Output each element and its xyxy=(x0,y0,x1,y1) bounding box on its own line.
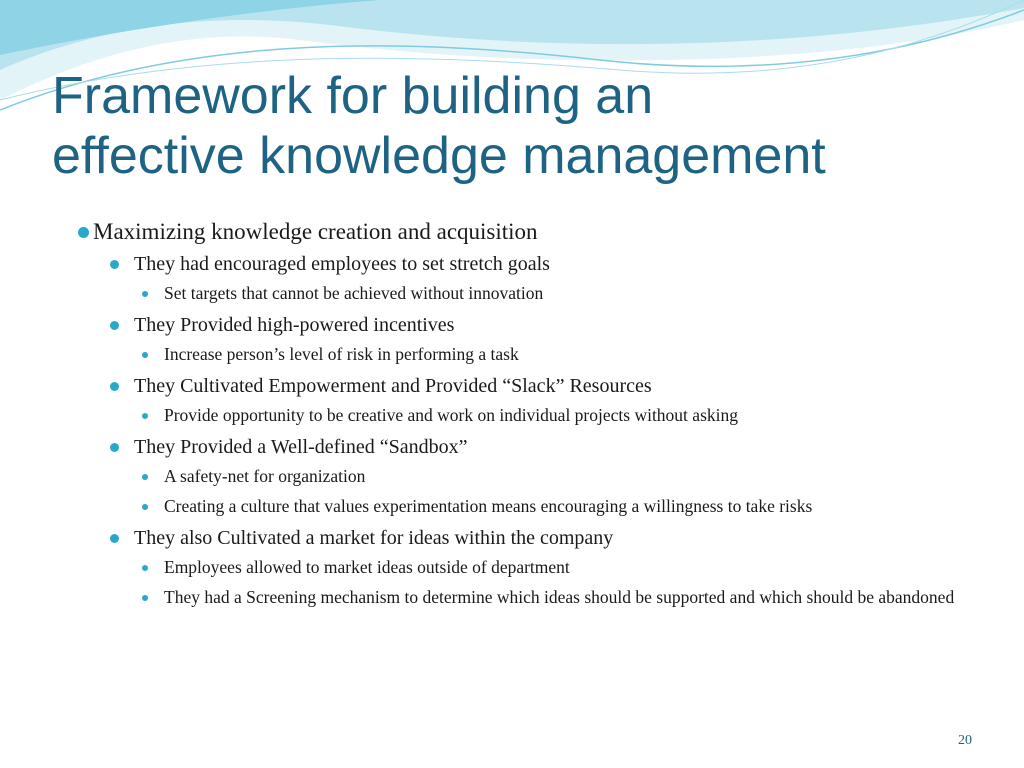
bullet-dot-icon xyxy=(110,260,119,269)
bullet-dot-icon xyxy=(142,413,148,419)
slide-title xyxy=(52,66,992,186)
bullet-text: Increase person’s level of risk in performing a task xyxy=(164,344,519,364)
bullet-item xyxy=(0,466,1024,487)
bullet-text: They Cultivated Empowerment and Provided “Slack” Resources xyxy=(134,375,652,397)
bullet-text: They Provided high-powered incentives xyxy=(134,314,455,336)
bullet-text: Provide opportunity to be creative and work on individual projects without asking xyxy=(164,405,738,425)
page-number: 20 xyxy=(958,733,972,748)
bullet-text: Maximizing knowledge creation and acquisition xyxy=(93,219,538,244)
bullet-dot-icon xyxy=(142,291,148,297)
bullet-item xyxy=(0,313,1024,338)
bullet-dot-icon xyxy=(110,443,119,452)
bullet-dot-icon xyxy=(110,382,119,391)
bullet-dot-icon xyxy=(78,227,89,238)
bullet-dot-icon xyxy=(142,504,148,510)
bullet-text: A safety-net for organization xyxy=(164,466,366,486)
bullet-item xyxy=(0,218,1024,246)
bullet-text: They Provided a Well-defined “Sandbox” xyxy=(134,436,468,458)
bullet-list xyxy=(0,218,1024,617)
bullet-text: They had encouraged employees to set stretch goals xyxy=(134,253,550,275)
bullet-item xyxy=(0,496,1024,517)
slide-title-line-1: Framework for building an xyxy=(52,67,654,125)
bullet-dot-icon xyxy=(142,565,148,571)
bullet-text: They also Cultivated a market for ideas within the company xyxy=(134,527,614,549)
slide-title-line-2: effective knowledge management xyxy=(52,127,826,185)
bullet-item xyxy=(0,252,1024,277)
bullet-item xyxy=(0,435,1024,460)
bullet-dot-icon xyxy=(142,352,148,358)
bullet-item xyxy=(0,283,1024,304)
bullet-text: Set targets that cannot be achieved without innovation xyxy=(164,283,544,303)
bullet-text: Creating a culture that values experimentation means encouraging a willingness to take risks xyxy=(164,496,813,516)
bullet-item xyxy=(0,526,1024,551)
bullet-item xyxy=(0,587,1024,608)
bullet-dot-icon xyxy=(142,595,148,601)
bullet-item xyxy=(0,405,1024,426)
bullet-text: Employees allowed to market ideas outside of department xyxy=(164,557,570,577)
bullet-dot-icon xyxy=(110,534,119,543)
bullet-item xyxy=(0,344,1024,365)
bullet-dot-icon xyxy=(142,474,148,480)
bullet-text: They had a Screening mechanism to determine which ideas should be supported and which should be abandoned xyxy=(164,587,955,607)
bullet-dot-icon xyxy=(110,321,119,330)
bullet-item xyxy=(0,557,1024,578)
bullet-item xyxy=(0,374,1024,399)
